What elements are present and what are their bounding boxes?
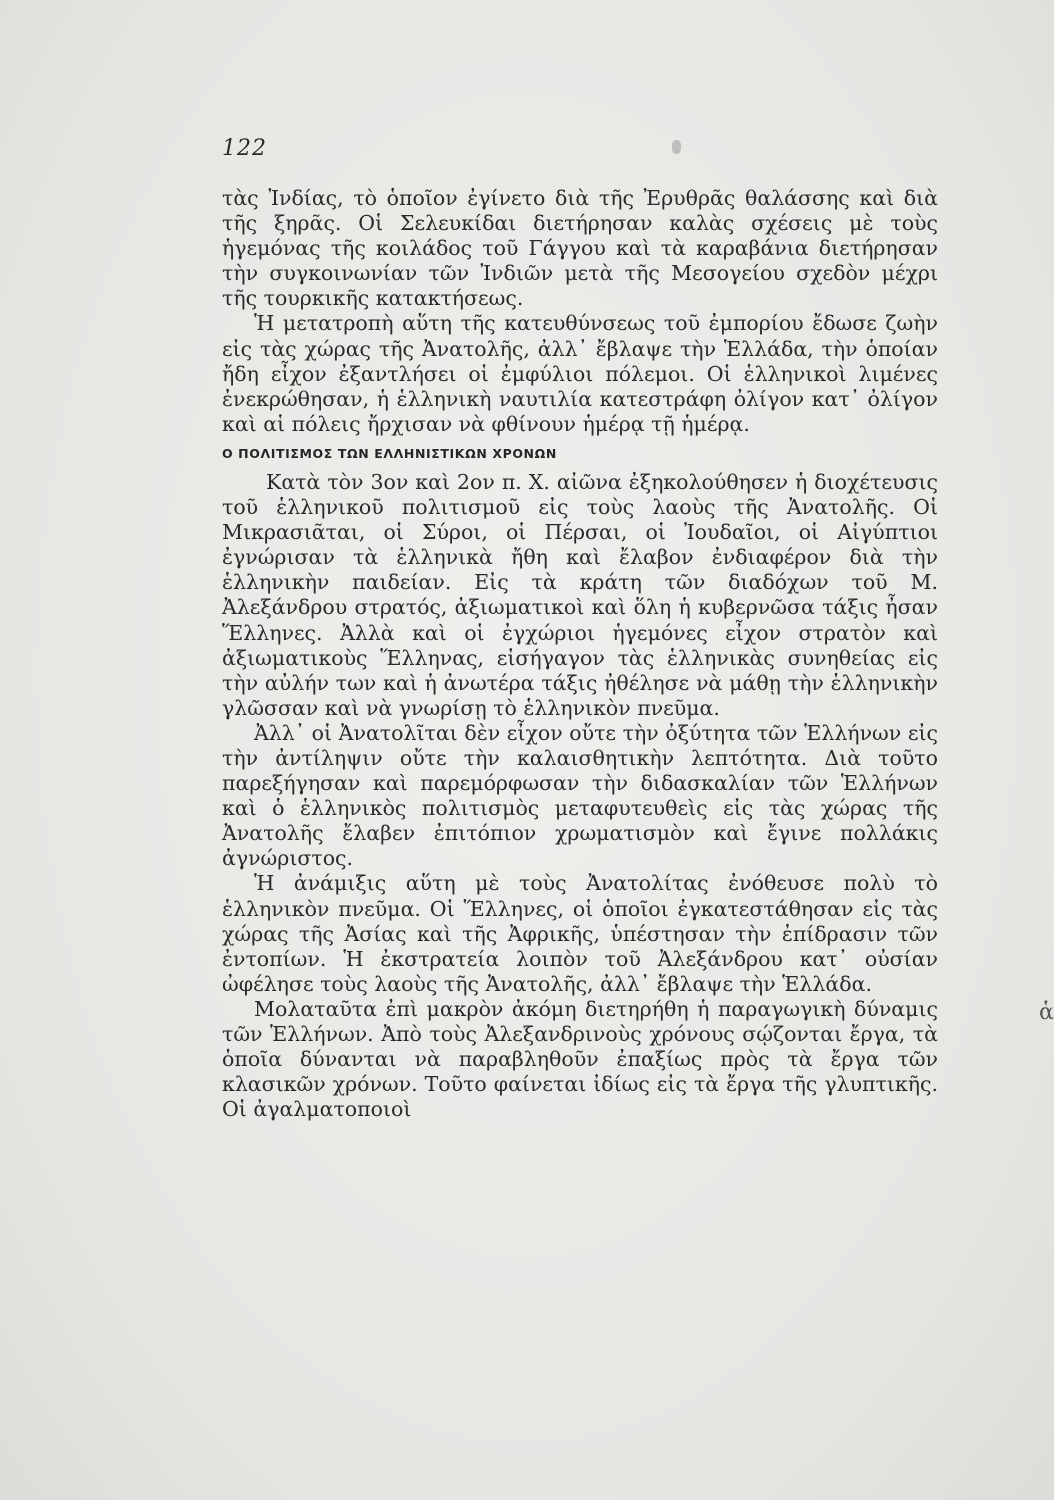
page-number: 122: [222, 136, 267, 161]
paragraph-4: Ἀλλ᾽ οἱ Ἀνατολῖται δὲν εἶχον οὔτε τὴν ὀξύτητα τῶν Ἑλλήνων εἰς τὴν ἀντίληψιν οὔτε τὴν καλαισθητικὴν λεπτότητα. Διὰ τοῦτο παρεξήγησαν καὶ παρεμόρφωσαν τὴν διδασκαλίαν τῶν Ἑλλήνων καὶ ὁ ἑλληνικὸς πολιτισμὸς μεταφυτευθεὶς εἰς τὰς χώρας τῆς Ἀνατολῆς ἔλαβεν ἐπιτόπιον χρωματισμὸν καὶ ἔγινε πολλάκις ἀγνώριστος.: [222, 720, 938, 871]
margin-mark: ἁ: [1039, 1000, 1054, 1025]
section-heading: Ο ΠΟΛΙΤΙΣΜΟΣ ΤΩΝ ΕΛΛΗΝΙΣΤΙΚΩΝ ΧΡΟΝΩΝ: [222, 445, 557, 461]
print-speck: [672, 140, 681, 154]
body-text: [222, 186, 938, 1122]
paragraph-1: τὰς Ἰνδίας, τὸ ὁποῖον ἐγίνετο διὰ τῆς Ἐρυθρᾶς θαλάσσης καὶ διὰ τῆς ξηρᾶς. Οἱ Σελευκίδαι διετήρησαν καλὰς σχέσεις μὲ τοὺς ἡγεμόνας τῆς κοιλάδος τοῦ Γάγγου καὶ τὰ καραβάνια διετήρησαν τὴν συγκοινωνίαν τῶν Ἰνδιῶν μετὰ τῆς Μεσογείου σχεδὸν μέχρι τῆς τουρκικῆς κατακτήσεως.: [222, 186, 938, 311]
paragraph-2: Ἡ μετατροπὴ αὕτη τῆς κατευθύνσεως τοῦ ἐμπορίου ἔδωσε ζωὴν εἰς τὰς χώρας τῆς Ἀνατολῆς, ἀλλ᾽ ἔβλαψε τὴν Ἑλλάδα, τὴν ὁποίαν ἤδη εἶχον ἐξαντλήσει οἱ ἐμφύλιοι πόλεμοι. Οἱ ἑλληνικοὶ λιμένες ἐνεκρώθησαν, ἡ ἑλληνικὴ ναυτιλία κατεστράφη ὀλίγον κατ᾽ ὀλίγον καὶ αἱ πόλεις ἤρχισαν νὰ φθίνουν ἡμέρᾳ τῇ ἡμέρᾳ.: [222, 311, 938, 436]
paragraph-3: Κατὰ τὸν 3ον καὶ 2ον π. Χ. αἰῶνα ἐξηκολούθησεν ἡ διοχέτευσις τοῦ ἑλληνικοῦ πολιτισμοῦ εἰς τοὺς λαοὺς τῆς Ἀνατολῆς. Οἱ Μικρασιᾶται, οἱ Σύροι, οἱ Πέρσαι, οἱ Ἰουδαῖοι, οἱ Αἰγύπτιοι ἐγνώρισαν τὰ ἑλληνικὰ ἤθη καὶ ἔλαβον ἐνδιαφέρον διὰ τὴν ἑλληνικὴν παιδείαν. Εἰς τὰ κράτη τῶν διαδόχων τοῦ Μ. Ἀλεξάνδρου στρατός, ἀξιωματικοὶ καὶ ὅλη ἡ κυβερνῶσα τάξις ἦσαν Ἕλληνες. Ἀλλὰ καὶ οἱ ἐγχώριοι ἡγεμόνες εἶχον στρατὸν καὶ ἀξιωματικοὺς Ἕλληνας, εἰσήγαγον τὰς ἑλληνικὰς συνηθείας εἰς τὴν αὐλήν των καὶ ἡ ἀνωτέρα τάξις ἠθέλησε νὰ μάθῃ τὴν ἑλληνικὴν γλῶσσαν καὶ νὰ γνωρίσῃ τὸ ἑλληνικὸν πνεῦμα.: [222, 469, 938, 720]
paragraph-5: Ἡ ἀνάμιξις αὕτη μὲ τοὺς Ἀνατολίτας ἐνόθευσε πολὺ τὸ ἑλληνικὸν πνεῦμα. Οἱ Ἕλληνες, οἱ ὁποῖοι ἐγκατεστάθησαν εἰς τὰς χώρας τῆς Ἀσίας καὶ τῆς Ἀφρικῆς, ὑπέστησαν τὴν ἐπίδρασιν τῶν ἐντοπίων. Ἡ ἐκστρατεία λοιπὸν τοῦ Ἀλεξάνδρου κατ᾽ οὐσίαν ὠφέλησε τοὺς λαοὺς τῆς Ἀνατολῆς, ἀλλ᾽ ἔβλαψε τὴν Ἑλλάδα.: [222, 871, 938, 996]
paragraph-6: Μολαταῦτα ἐπὶ μακρὸν ἀκόμη διετηρήθη ἡ παραγωγικὴ δύναμις τῶν Ἑλλήνων. Ἀπὸ τοὺς Ἀλεξανδρινοὺς χρόνους σῴζονται ἔργα, τὰ ὁποῖα δύνανται νὰ παραβληθοῦν ἐπαξίως πρὸς τὰ ἔργα τῶν κλασικῶν χρόνων. Τοῦτο φαίνεται ἰδίως εἰς τὰ ἔργα τῆς γλυπτικῆς. Οἱ ἀγαλματοποιοὶ: [222, 996, 938, 1122]
